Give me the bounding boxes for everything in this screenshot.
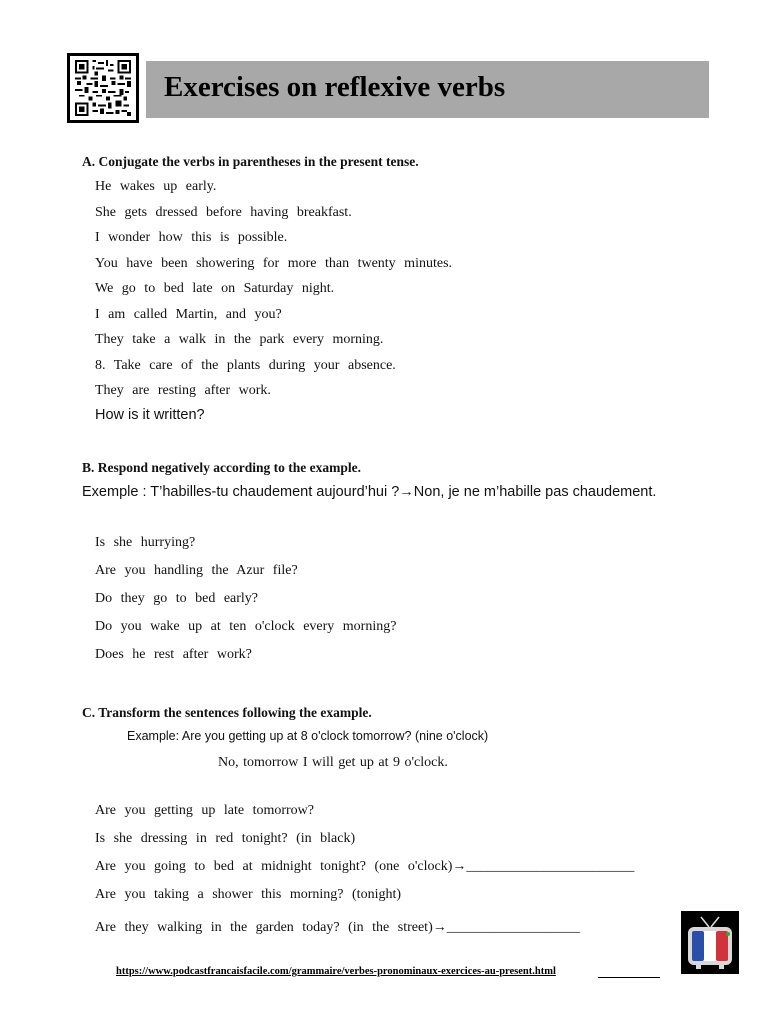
section-a-line: We go to bed late on Saturday night.: [95, 281, 335, 296]
qr-code-icon: [74, 60, 132, 116]
title-bar: [146, 61, 709, 118]
page-title: Exercises on reflexive verbs: [164, 71, 506, 103]
section-c-heading: C. Transform the sentences following the example.: [82, 705, 372, 720]
section-a-line: They take a walk in the park every morning.: [95, 332, 384, 347]
section-a-line: He wakes up early.: [95, 179, 217, 194]
section-c-line: Are you taking a shower this morning? (tonight): [95, 887, 402, 902]
qr-code: [67, 53, 139, 123]
section-a-line: I am called Martin, and you?: [95, 307, 282, 322]
section-c-line: Are you going to bed at midnight tonight? (one o'clock)→________________________: [95, 859, 635, 874]
section-c-example: Example: Are you getting up at 8 o'clock tomorrow? (nine o'clock): [127, 729, 489, 743]
section-a-line: They are resting after work.: [95, 383, 271, 398]
section-a-line: You have been showering for more than twenty minutes.: [95, 256, 453, 271]
section-b-line: Are you handling the Azur file?: [95, 563, 298, 578]
section-b-line: Do you wake up at ten o'clock every morning?: [95, 619, 397, 634]
section-b-line: Does he rest after work?: [95, 647, 252, 662]
source-link[interactable]: https://www.podcastfrancaisfacile.com/grammaire/verbes-pronominaux-exercices-au-present.html: [116, 966, 556, 977]
section-b-line: Do they go to bed early?: [95, 591, 259, 606]
section-c-line: Are they walking in the garden today? (in the street)→___________________: [95, 920, 580, 935]
section-a-line: She gets dressed before having breakfast.: [95, 205, 352, 220]
section-b-heading: B. Respond negatively according to the example.: [82, 460, 361, 475]
footer-underline: [598, 977, 660, 978]
podcast-logo: [681, 911, 739, 974]
section-c-example-answer: No, tomorrow I will get up at 9 o'clock.: [218, 755, 448, 770]
section-b-line: Is she hurrying?: [95, 535, 196, 550]
section-a-line: 8. Take care of the plants during your absence.: [95, 358, 396, 373]
section-a-line: I wonder how this is possible.: [95, 230, 288, 245]
section-a-line: How is it written?: [95, 407, 205, 423]
section-c-line: Is she dressing in red tonight? (in black): [95, 831, 356, 846]
podcast-tv-logo-icon: [681, 911, 739, 974]
section-a-heading: A. Conjugate the verbs in parentheses in the present tense.: [82, 154, 419, 169]
section-b-example: Exemple : T’habilles-tu chaudement aujourd’hui ?→Non, je ne m’habille pas chaudement.: [82, 484, 657, 500]
section-c-line: Are you getting up late tomorrow?: [95, 803, 315, 818]
